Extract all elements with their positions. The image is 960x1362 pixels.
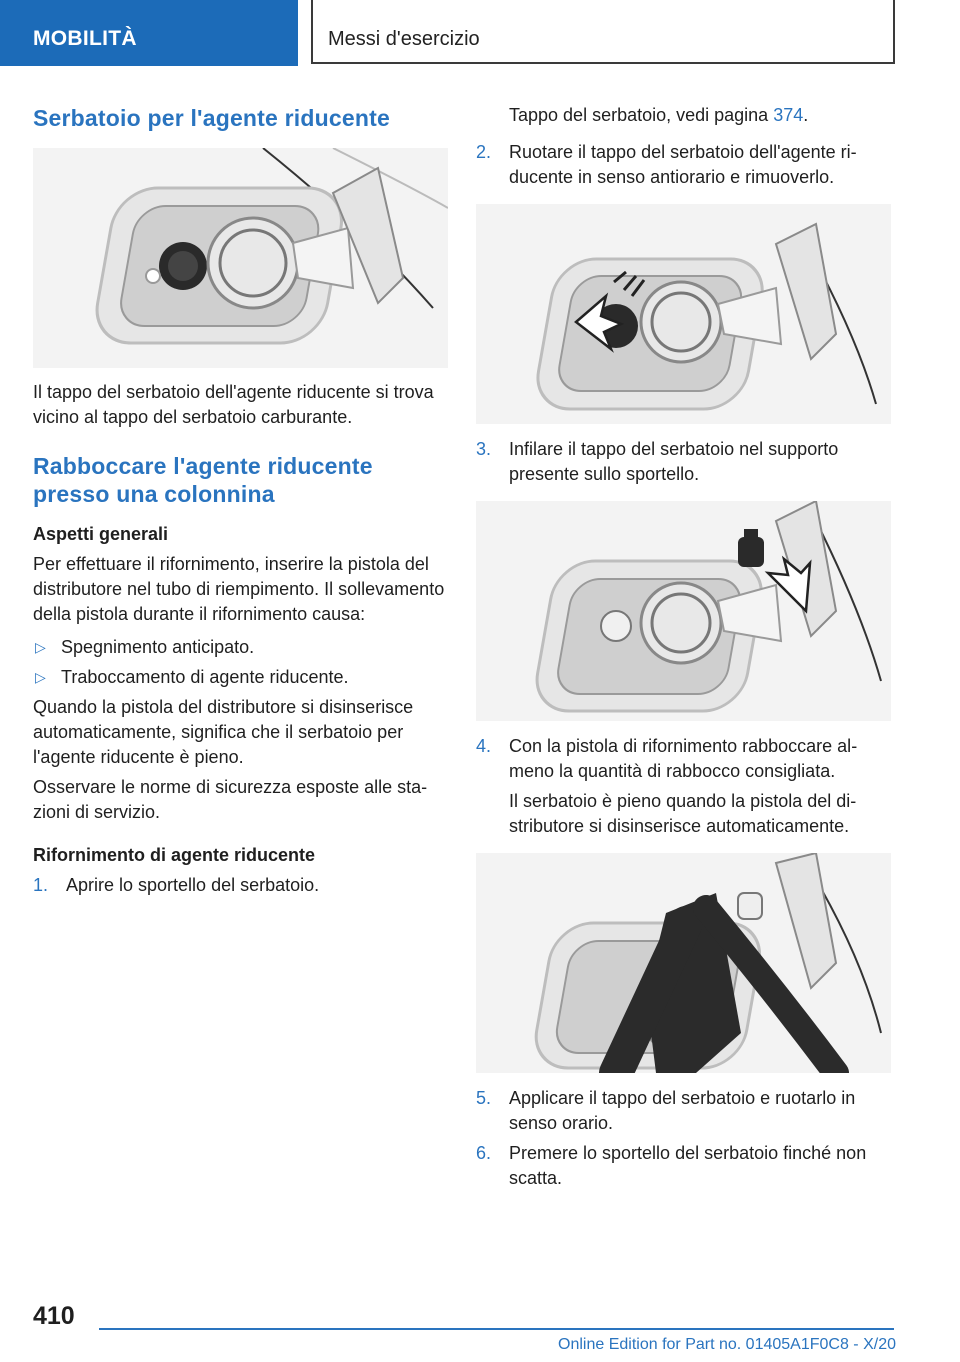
footer-divider [99,1328,894,1330]
list-item: ▷ Traboccamento di agente riducente. [33,665,448,690]
figure-unscrew-cap [476,204,891,424]
triangle-bullet-icon: ▷ [35,639,46,655]
para-full-indication: Quando la pistola del distributore si disinserisce automaticamente, significa che il serbatoio per l'agente riducente è pieno. [33,697,414,767]
figure-cap-holder [476,501,891,721]
step-number: 1. [33,875,49,895]
heading-reductant-tank: Serbatoio per l'agente riducente [33,105,390,131]
step-continuation: Tappo del serbatoio, vedi pagina 374. [509,105,809,125]
step-number: 6. [476,1143,492,1163]
page-link[interactable]: 374 [773,105,804,125]
step-number: 3. [476,439,492,459]
section-tab: MOBILITÀ [0,0,298,66]
chapter-title: Messi d'esercizio [311,0,895,64]
right-column [476,100,892,1191]
page-header [0,0,960,66]
subheading-general: Aspetti generali [33,524,169,544]
triangle-bullet-icon: ▷ [35,669,46,685]
step-item: 2. Ruotare il tappo del serbatoio dell'agente riducente in senso antiorario e rimuoverlo. [476,142,857,187]
list-item: ▷ Spegnimento anticipato. [33,635,448,660]
step-item: 5. Applicare il tappo del serbatoio e ruotarlo in senso orario. [476,1088,856,1133]
figure-fuel-nozzle [476,853,891,1073]
heading-refill-at-pump: Rabboccare l'agente riducente presso una colonnina [33,453,373,507]
para-safety: Osservare le norme di sicurezza esposte alle stazioni di servizio. [33,777,428,822]
step-item: 1. Aprire lo sportello del serbatoio. [33,873,448,898]
step-number: 2. [476,142,492,162]
step-note: Il serbatoio è pieno quando la pistola del distributore si disinserisce automaticamente. [509,791,857,836]
step-item: 4. Con la pistola di rifornimento rabboccare almeno la quantità di rabbocco consigliata. [476,736,858,781]
para-tank-location: Il tappo del serbatoio dell'agente riducente si trova vicino al tappo del serbatoio carburante. [33,382,434,427]
figure-tank-cap [33,148,448,368]
footer-edition: Online Edition for Part no. 01405A1F0C8 - X/20 [558,1336,896,1353]
step-item: 6. Premere lo sportello del serbatoio finché non scatta. [476,1143,867,1188]
step-number: 4. [476,736,492,756]
para-general: Per effettuare il rifornimento, inserire la pistola del distributore nel tubo di riempimento. Il sollevamento della pistola durante il rifornimento causa: [33,554,445,624]
step-item: 3. Infilare il tappo del serbatoio nel supporto presente sullo sportello. [476,439,839,484]
page-number: 410 [33,1302,75,1330]
step-number: 5. [476,1088,492,1108]
left-column [33,100,448,898]
subheading-refilling: Rifornimento di agente riducente [33,845,316,865]
